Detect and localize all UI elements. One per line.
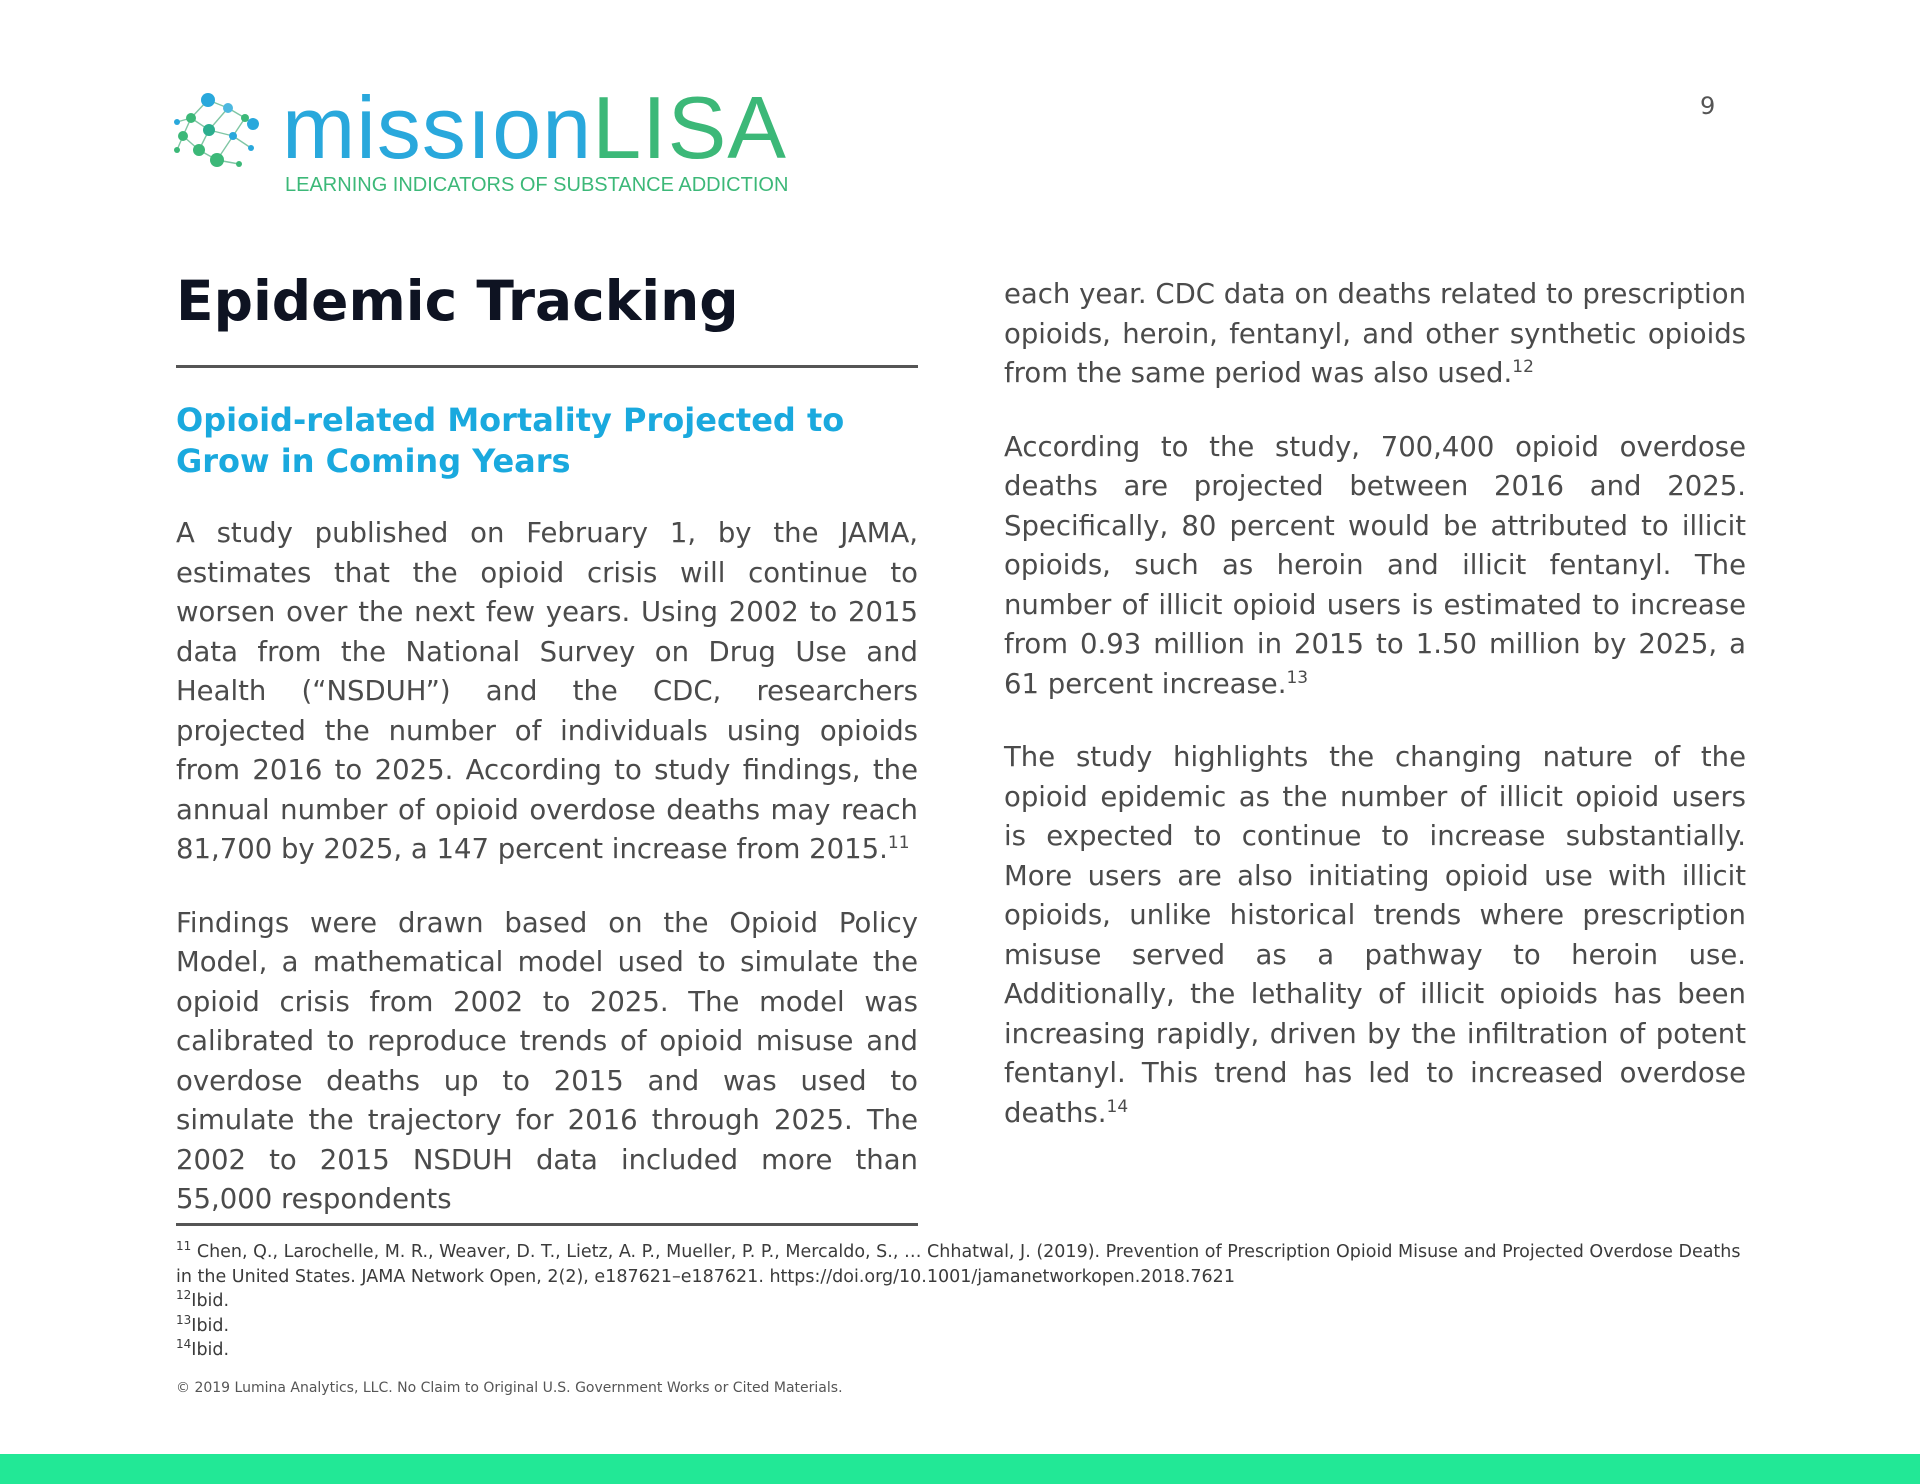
paragraph-text: Findings were drawn based on the Opioid Policy Model, a mathematical model used to simulate the opioid crisis from 2002 to 2025. The model was calibrated to reproduce trends of opioid misuse and overdose deaths up to 2015 and was used to simulate the trajectory for 2016 through 2025. The 2002 to 2015 NSDUH data included more than 55,000 respondents	[176, 906, 918, 1215]
page-title: Epidemic Tracking	[176, 269, 739, 333]
footnote	[176, 1338, 1748, 1363]
footnote-text: Ibid.	[191, 1291, 230, 1311]
footnote-text: Ibid.	[191, 1340, 230, 1360]
footnote-ref: 12	[1512, 356, 1534, 377]
paragraph	[1004, 428, 1746, 705]
footnote-number: 12	[176, 1288, 192, 1303]
paragraph	[1004, 275, 1746, 394]
footnote-ref: 14	[1106, 1096, 1129, 1117]
footnote-ref: 11	[887, 832, 910, 853]
footnote	[176, 1314, 1748, 1339]
footnote-number: 11	[176, 1239, 192, 1254]
page-number: 9	[1700, 92, 1716, 120]
footnote-text: Ibid.	[191, 1315, 230, 1336]
paragraph-text: According to the study, 700,400 opioid overdose deaths are projected between 2016 and 2025. Specifically, 80 percent would be attributed to illicit opioids, such as heroin and illicit fentanyl. The number of illicit opioid users is estimated to increase from 0.93 million in 2015 to 1.50 million by 2025, a 61 percent increase.	[1004, 430, 1746, 700]
footnote-number: 13	[176, 1312, 192, 1327]
network-molecule-icon	[173, 88, 263, 172]
footnotes	[176, 1240, 1748, 1363]
left-column	[176, 514, 918, 1254]
brand-tagline: LEARNING INDICATORS OF SUBSTANCE ADDICTION	[285, 174, 789, 196]
footnote	[176, 1289, 1748, 1314]
paragraph-text: The study highlights the changing nature of the opioid epidemic as the number of illicit opioid users is expected to continue to increase substantially. More users are also initiating opioid use with illicit opioids, unlike historical trends where prescription misuse served as a pathway to heroin use. Additionally, the lethality of illicit opioids has been increasing rapidly, driven by the infiltration of potent fentanyl. This trend has led to increased overdose deaths.	[1004, 741, 1746, 1129]
footnote-text: Chen, Q., Larochelle, M. R., Weaver, D. T., Lietz, A. P., Mueller, P. P., Mercaldo, S., … Chhatwal, J. (2019). Prevention of Prescription Opioid Misuse and Projected Overdose Deaths in the United States. JAMA Network Open, 2(2), e187621–e187621. https://doi.org/10.1001/jamanetworkopen.2018.7621	[176, 1242, 1741, 1287]
footnote-ref: 13	[1286, 667, 1309, 688]
brand-part-lisa: LISA	[592, 78, 787, 177]
paragraph	[176, 904, 918, 1220]
footnote-divider	[176, 1223, 918, 1226]
section-subtitle: Opioid-related Mortality Projected to Grow in Coming Years	[176, 401, 845, 480]
footer-accent-bar	[0, 1454, 1920, 1484]
footnote-number: 14	[176, 1337, 192, 1352]
copyright-notice: © 2019 Lumina Analytics, LLC. No Claim to Original U.S. Government Works or Cited Materials.	[176, 1380, 843, 1396]
footnote	[176, 1240, 1748, 1289]
paragraph	[176, 514, 918, 870]
brand-part-mission: missıon	[282, 78, 593, 177]
brand-wordmark	[282, 78, 787, 177]
right-column	[1004, 275, 1746, 1167]
paragraph-text: A study published on February 1, by the JAMA, estimates that the opioid crisis will continue to worsen over the next few years. Using 2002 to 2015 data from the National Survey on Drug Use and Health (“NSDUH”) and the CDC, researchers projected the number of individuals using opioids from 2016 to 2025. According to study findings, the annual number of opioid overdose deaths may reach 81,700 by 2025, a 147 percent increase from 2015.	[176, 517, 918, 865]
title-divider	[176, 365, 918, 368]
paragraph	[1004, 738, 1746, 1133]
paragraph-text: each year. CDC data on deaths related to prescription opioids, heroin, fentanyl, and other synthetic opioids from the same period was also used.	[1004, 278, 1746, 389]
